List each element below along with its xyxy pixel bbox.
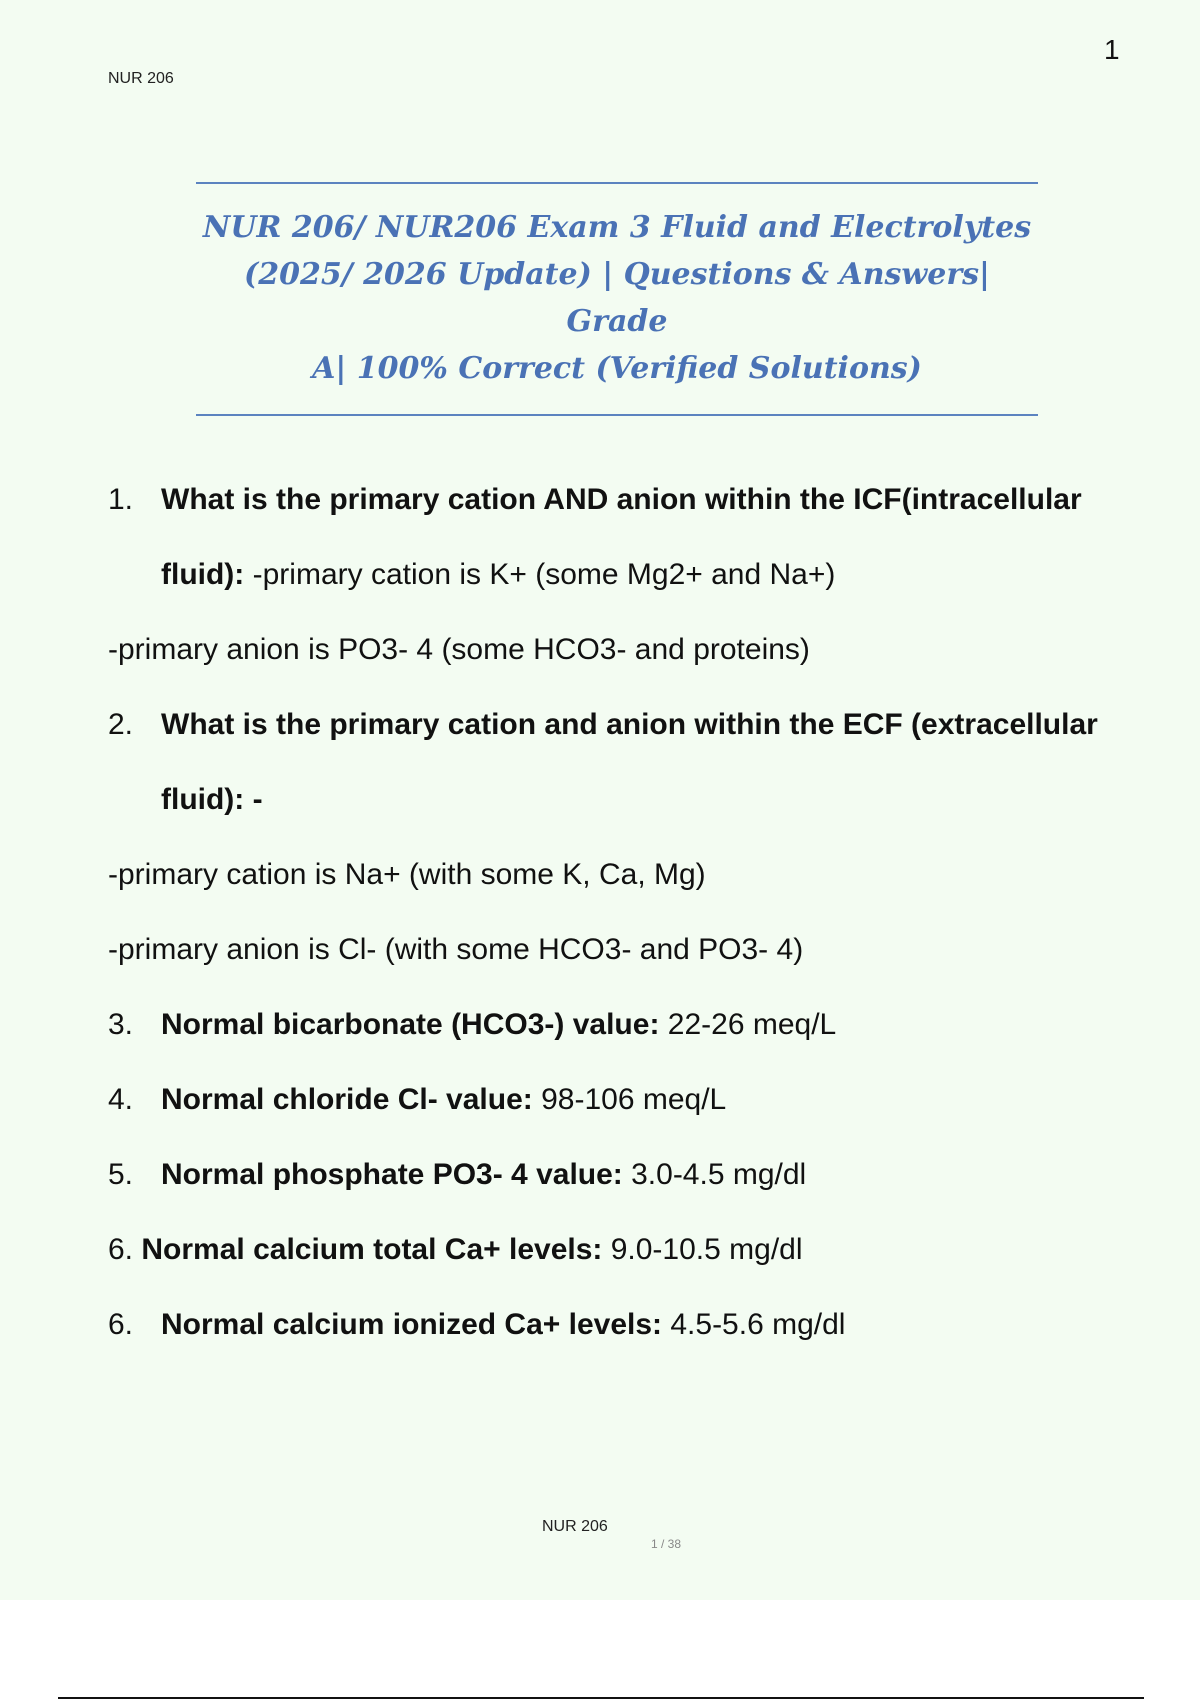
list-item	[108, 1287, 1108, 1362]
question-text: Normal phosphate PO3- 4 value:	[161, 1158, 623, 1191]
title-line-2: (2025/ 2026 Update) | Questions & Answers| Grade	[244, 257, 990, 339]
answer-text: 22-26 meq/L	[659, 1008, 837, 1041]
item-number: 5.	[108, 1158, 134, 1191]
answer-text: 4.5-5.6 mg/dl	[662, 1308, 846, 1341]
answer-line: -primary anion is PO3- 4 (some HCO3- and proteins)	[108, 633, 810, 666]
question-text: Normal calcium total Ca+ levels:	[141, 1233, 603, 1266]
list-item	[108, 1137, 1108, 1212]
list-item	[108, 687, 1108, 837]
title-line-3: A| 100% Correct (Verified Solutions)	[312, 351, 922, 386]
header-course-label: NUR 206	[108, 70, 174, 87]
list-item	[108, 462, 1108, 612]
title-block	[196, 182, 1038, 416]
page-number: 1	[1104, 34, 1120, 65]
question-text: Normal chloride Cl- value:	[161, 1083, 533, 1116]
footer-page-count: 1 / 38	[651, 1537, 682, 1551]
item-number: 1.	[108, 483, 134, 516]
item-number: 3.	[108, 1008, 134, 1041]
list-item	[108, 1212, 1108, 1287]
title-line-1: NUR 206/ NUR206 Exam 3 Fluid and Electrolytes	[202, 210, 1032, 245]
answer-text: 9.0-10.5 mg/dl	[602, 1233, 803, 1266]
question-text: Normal calcium ionized Ca+ levels:	[161, 1308, 663, 1341]
item-number: 2.	[108, 708, 134, 741]
item-number: 6.	[108, 1233, 134, 1266]
item-number: 4.	[108, 1083, 134, 1116]
answer-text: 98-106 meq/L	[532, 1083, 727, 1116]
question-text: What is the primary cation and anion within the ECF (extracellular fluid): -	[161, 708, 1098, 816]
question-text: What is the primary cation AND anion within the ICF(intracellular fluid):	[161, 483, 1082, 591]
answer-line: -primary anion is Cl- (with some HCO3- and PO3- 4)	[108, 933, 804, 966]
answer-text: 3.0-4.5 mg/dl	[622, 1158, 807, 1191]
answer-text: -primary cation is K+ (some Mg2+ and Na+)	[244, 558, 836, 591]
list-item	[108, 1062, 1108, 1137]
item-number: 6.	[108, 1308, 134, 1341]
footer-course-label: NUR 206	[542, 1518, 608, 1535]
answer-line: -primary cation is Na+ (with some K, Ca, Mg)	[108, 858, 706, 891]
qa-list	[108, 462, 1108, 1362]
bottom-divider	[58, 1697, 1144, 1699]
list-item	[108, 987, 1108, 1062]
document-title	[196, 204, 1038, 392]
question-text: Normal bicarbonate (HCO3-) value:	[161, 1008, 660, 1041]
